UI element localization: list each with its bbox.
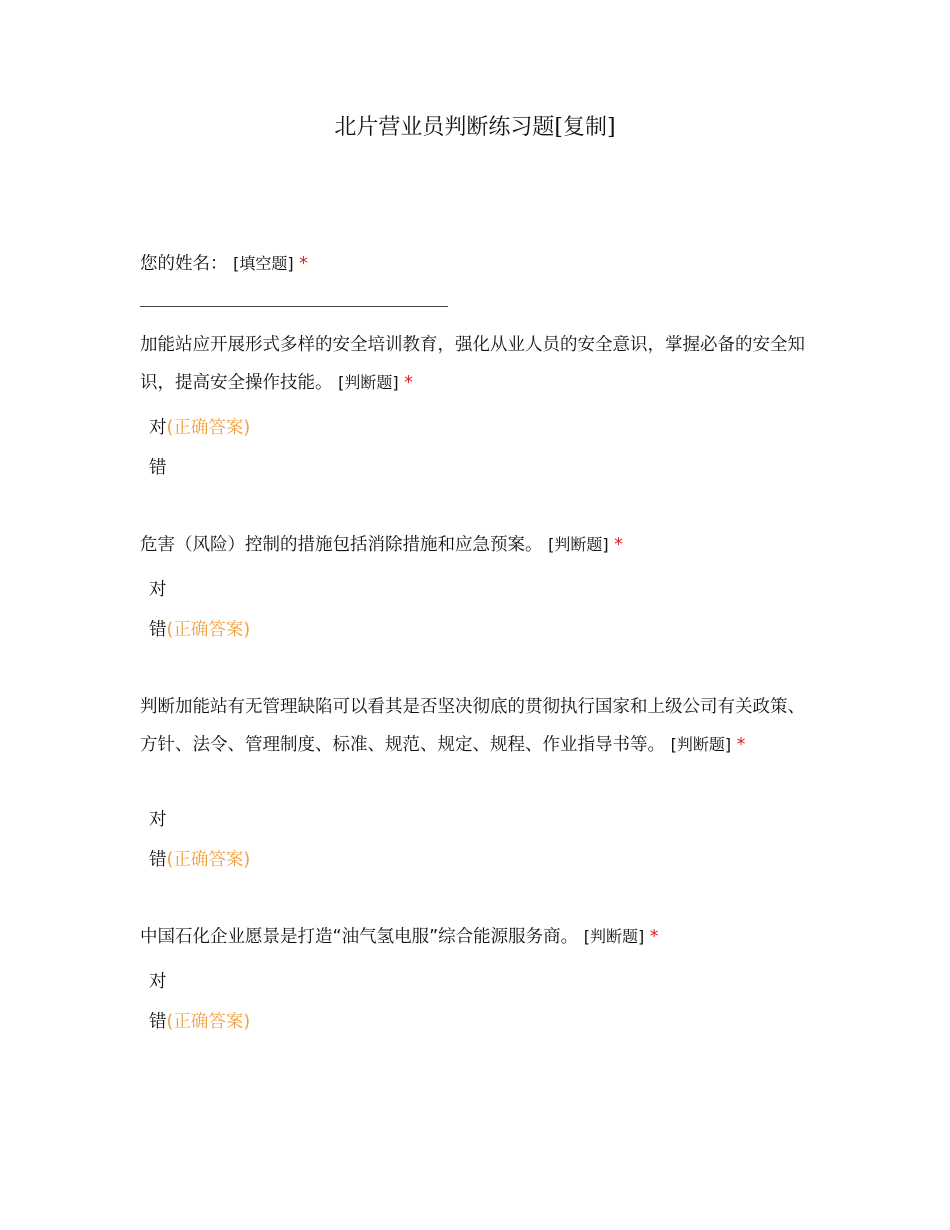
option-false: 错: [149, 458, 167, 478]
question-text: 加能站应开展形式多样的安全培训教育，强化从业人员的安全意识，掌握必备的安全知识，提高安全操作技能。: [140, 335, 805, 393]
correct-answer-label: (正确答案): [166, 1012, 251, 1032]
name-answer-line: [140, 306, 448, 307]
question-2: [140, 526, 812, 564]
option-true: 对: [149, 810, 167, 830]
question-text: 危害（风险）控制的措施包括消除措施和应急预案。: [140, 535, 543, 555]
question-type: [判断题]: [670, 735, 732, 754]
question-type: [判断题]: [548, 535, 609, 554]
question-type: [判断题]: [338, 373, 399, 392]
question-text: 判断加能站有无管理缺陷可以看其是否坚决彻底的贯彻执行国家和上级公司有关政策、方针、法令、管理制度、标准、规范、规定、规程、作业指导书等。: [140, 697, 805, 755]
option-true: 对: [149, 972, 167, 992]
correct-answer-label: (正确答案): [166, 620, 251, 640]
question-text: 中国石化企业愿景是打造“油气氢电服”综合能源服务商。: [140, 927, 579, 947]
question-4: [140, 918, 812, 956]
page-title: 北片营业员判断练习题[复制]: [334, 115, 616, 140]
required-mark: *: [614, 535, 623, 555]
option-true: 对(正确答案): [149, 418, 251, 438]
question-3: [140, 688, 812, 764]
name-question: [140, 245, 812, 283]
question-type: [填空题]: [233, 254, 294, 273]
question-text: 您的姓名：: [140, 254, 228, 274]
question-1: [140, 326, 812, 402]
option-false: 错(正确答案): [149, 850, 251, 870]
required-mark: *: [299, 254, 308, 274]
required-mark: *: [736, 735, 746, 755]
required-mark: *: [649, 927, 659, 947]
option-false: 错(正确答案): [149, 1012, 251, 1032]
correct-answer-label: (正确答案): [166, 850, 251, 870]
correct-answer-label: (正确答案): [166, 418, 251, 438]
required-mark: *: [404, 373, 413, 393]
question-type: [判断题]: [583, 927, 645, 946]
option-true: 对: [149, 580, 167, 600]
option-false: 错(正确答案): [149, 620, 251, 640]
